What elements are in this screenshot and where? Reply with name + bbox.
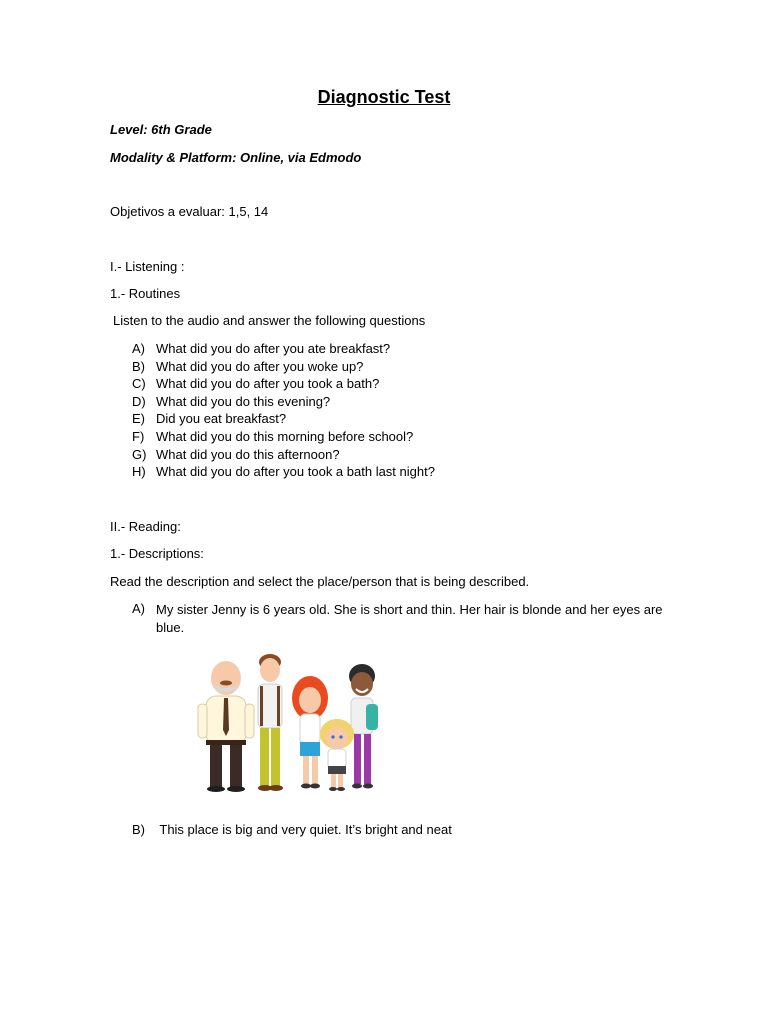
modality-line: Modality & Platform: Online, via Edmodo <box>110 150 362 165</box>
item-marker: B) <box>132 822 145 837</box>
question-marker: G) <box>132 446 147 462</box>
family-illustration <box>180 648 390 796</box>
question-marker: C) <box>132 376 146 392</box>
little-girl-figure <box>320 719 354 791</box>
question-text: What did you do this evening? <box>156 393 331 409</box>
question-text: Did you eat breakfast? <box>156 411 287 427</box>
document-title: Diagnostic Test <box>317 87 451 107</box>
level-line: Level: 6th Grade <box>110 122 212 137</box>
question-marker: E) <box>132 411 145 427</box>
question-marker: D) <box>132 393 146 409</box>
listening-instruction: Listen to the audio and answer the following questions <box>113 313 426 328</box>
reading-instruction: Read the description and select the place/person that is being described. <box>110 574 530 589</box>
grandpa-figure <box>198 661 254 792</box>
family-illustration-svg <box>180 648 390 796</box>
question-text: What did you do after you took a bath last night? <box>156 464 435 480</box>
question-text: What did you do after you took a bath? <box>156 376 380 392</box>
item-text: My sister Jenny is 6 years old. She is short and thin. Her hair is blonde and her eyes are blue. <box>156 602 663 635</box>
objectives-line: Objetivos a evaluar: 1,5, 14 <box>110 204 269 219</box>
item-text: This place is big and very quiet. It’s bright and neat <box>156 822 452 837</box>
question-text: What did you do this morning before school? <box>156 429 414 444</box>
question-text: What did you do this afternoon? <box>156 446 340 462</box>
dad-figure <box>258 654 283 791</box>
item-marker: A) <box>132 601 145 616</box>
question-text: What did you do after you woke up? <box>156 358 364 374</box>
question-marker: F) <box>132 429 145 444</box>
reading-subheading: 1.- Descriptions: <box>110 546 204 561</box>
question-text: What did you do after you ate breakfast? <box>156 341 391 356</box>
boy-figure <box>349 664 378 789</box>
reading-heading: II.- Reading: <box>110 519 181 534</box>
question-marker: B) <box>132 358 145 374</box>
question-marker: A) <box>132 341 145 356</box>
question-marker: H) <box>132 464 146 480</box>
listening-heading: I.- Listening : <box>110 259 185 274</box>
listening-subheading: 1.- Routines <box>110 286 181 301</box>
